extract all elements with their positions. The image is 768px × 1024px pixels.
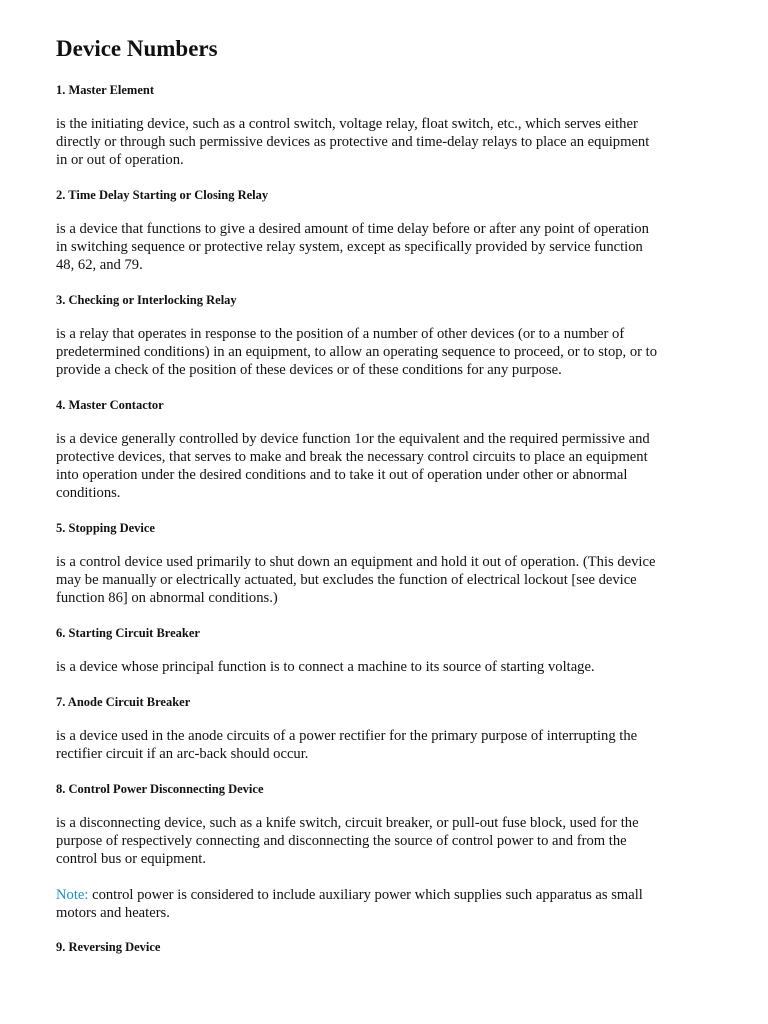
entry-body-2: is a device that functions to give a desired amount of time delay before or after any point of operation in switching sequence or protective relay system, except as specifically provided by service function 48, 62, and 79. [56,221,649,273]
entry-heading-8: 8. Control Power Disconnecting Device [56,782,264,796]
entry-body-3: is a relay that operates in response to the position of a number of other devices (or to a number of predetermined conditions) in an equipment, to allow an operating sequence to proceed, or to stop, or to provide a check of the position of these devices or of these conditions for any purpose. [56,326,658,378]
entry-body-1: is the initiating device, such as a control switch, voltage relay, float switch, etc., which serves either directly or through such permissive devices as protective and time-delay relays to place an equipment in or out of operation. [56,116,650,168]
entry-body-5: is a control device used primarily to shut down an equipment and hold it out of operation. (This device may be manually or electrically actuated, but excludes the function of electrical lockout [see device function 86] on abnormal conditions.) [56,554,656,606]
entry-heading-7: 7. Anode Circuit Breaker [56,695,191,709]
entry-body-4: is a device generally controlled by device function 1or the equivalent and the required permissive and protective devices, that serves to make and break the necessary control circuits to place an equipment into operation under the desired conditions and to take it out of operation under other or abnormal conditions. [56,431,650,501]
entry-body-7: is a device used in the anode circuits of a power rectifier for the primary purpose of interrupting the rectifier circuit if an arc-back should occur. [56,728,638,762]
entry-body-8: is a disconnecting device, such as a knife switch, circuit breaker, or pull-out fuse block, used for the purpose of respectively connecting and disconnecting the source of control power to and from the control bus or equipment. [56,815,639,867]
entry-heading-2: 2. Time Delay Starting or Closing Relay [56,188,269,202]
page-title: Device Numbers [56,36,218,61]
entry-heading-5: 5. Stopping Device [56,521,155,535]
note-text: control power is considered to include auxiliary power which supplies such apparatus as small motors and heaters. [56,887,643,921]
entry-heading-6: 6. Starting Circuit Breaker [56,626,200,640]
entry-heading-4: 4. Master Contactor [56,398,164,412]
entry-heading-1: 1. Master Element [56,83,155,97]
entry-body-6: is a device whose principal function is to connect a machine to its source of starting voltage. [56,659,595,675]
entry-heading-9: 9. Reversing Device [56,940,161,954]
note-paragraph [56,886,658,922]
note-label: Note: [56,887,89,903]
entry-heading-3: 3. Checking or Interlocking Relay [56,293,237,307]
